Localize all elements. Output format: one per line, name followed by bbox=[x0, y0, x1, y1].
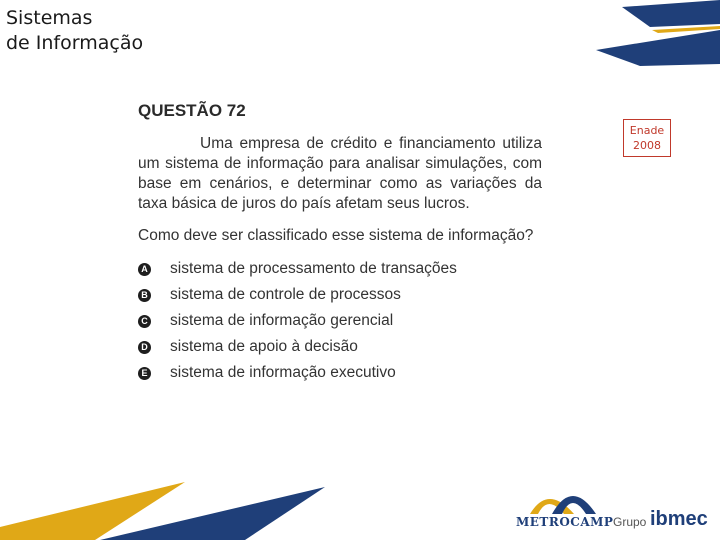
answer-options bbox=[138, 256, 542, 386]
question-body: Uma empresa de crédito e financiamento utiliza um sistema de informação para analisar simulações, com base em cenários, e determinar como as variações da taxa básica de juros do país afetam seus lucros. bbox=[138, 135, 542, 212]
question-block bbox=[138, 100, 542, 386]
slide-title-line1: Sistemas bbox=[6, 7, 93, 29]
slide-title-line2: de Informação bbox=[6, 32, 144, 54]
answer-option-text: sistema de controle de processos bbox=[170, 286, 401, 303]
metrocamp-arc-icon bbox=[512, 480, 602, 516]
answer-option-text: sistema de informação gerencial bbox=[170, 312, 394, 329]
top-right-navy-stripe-lower bbox=[596, 30, 720, 66]
answer-option-text: sistema de processamento de transações bbox=[170, 260, 457, 277]
exam-badge-line2: 2008 bbox=[633, 139, 661, 152]
question-heading: QUESTÃO 72 bbox=[138, 101, 246, 120]
logo-metrocamp-text: METROCAMP bbox=[516, 515, 614, 529]
option-letter-e-icon: E bbox=[138, 367, 151, 380]
option-letter-c-icon: C bbox=[138, 315, 151, 328]
answer-option-e[interactable] bbox=[138, 360, 542, 386]
answer-option-a[interactable] bbox=[138, 256, 542, 282]
exam-badge bbox=[623, 119, 671, 157]
top-right-navy-stripe bbox=[622, 0, 720, 27]
logo-grupo-text: Grupo bbox=[613, 515, 647, 529]
option-letter-a-icon: A bbox=[138, 263, 151, 276]
slide-title bbox=[6, 6, 143, 56]
answer-option-c[interactable] bbox=[138, 308, 542, 334]
option-letter-d-icon: D bbox=[138, 341, 151, 354]
option-letter-b-icon: B bbox=[138, 289, 151, 302]
answer-option-text: sistema de apoio à decisão bbox=[170, 338, 358, 355]
answer-option-d[interactable] bbox=[138, 334, 542, 360]
logo-ibmec-text: ibmec bbox=[650, 508, 708, 530]
exam-badge-line1: Enade bbox=[629, 124, 665, 137]
answer-option-text: sistema de informação executivo bbox=[170, 364, 396, 381]
answer-option-b[interactable] bbox=[138, 282, 542, 308]
metrocamp-ibmec-logo bbox=[512, 480, 712, 532]
question-prompt: Como deve ser classificado esse sistema de informação? bbox=[138, 227, 534, 244]
